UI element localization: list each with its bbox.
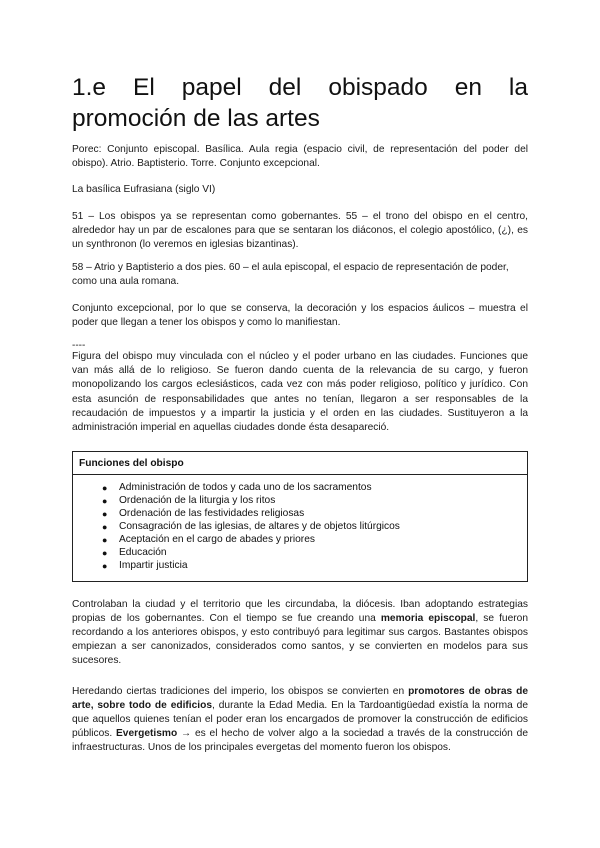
bullet-icon: ● <box>102 521 108 532</box>
bullet-icon: ● <box>102 534 108 545</box>
text-run: Heredando ciertas tradiciones del imperio, los obispos se convierten en <box>72 685 409 697</box>
functions-list <box>79 482 521 572</box>
bullet-icon: ● <box>102 560 108 571</box>
functions-box-body <box>73 475 527 580</box>
text-run: Controlaban la ciudad y el territorio que les circundaba, la diócesis. Iban adoptando estrategias propias de los gobernantes. Con el tiempo se fue creando una <box>72 598 528 624</box>
list-item-text: Ordenación de las festividades religiosas <box>119 508 305 520</box>
bullet-icon: ● <box>102 496 108 507</box>
bullet-icon: ● <box>102 509 108 520</box>
list-item-text: Aceptación en el cargo de abades y priores <box>119 533 315 545</box>
text-run: , se fueron recordando a los anteriores obispos, y esto contribuyó para legitimar sus cargos. Bastantes obispos empiezan a ser canonizados, considerados como santos, y se convierten en modelos para sus sucesores. <box>72 612 528 667</box>
list-item <box>102 495 521 508</box>
text-run: , durante la Edad Media. En la Tardoantigüedad existía la norma de que aquellos quienes tenían el poder eran los encargados de promover la construcción de edificios públicos. <box>72 699 528 740</box>
paragraph-basilica: La basílica Eufrasiana (siglo VI) <box>72 184 216 196</box>
bullet-icon: ● <box>102 483 108 494</box>
list-item <box>102 508 521 521</box>
list-item-text: Consagración de las iglesias, de altares y de objetos litúrgicos <box>119 520 400 532</box>
bold-term-evergetismo: Evergetismo <box>116 728 178 740</box>
bold-term-promotores: promotores de obras de arte, sobre todo de edificios <box>72 685 528 711</box>
list-item <box>102 559 521 573</box>
list-item <box>102 546 521 560</box>
paragraph-atrio: 58 – Atrio y Baptisterio a dos pies. 60 – el aula episcopal, el espacio de representación de poder, como una aula romana. <box>72 262 509 288</box>
title-line-1: 1.e El papel del obispado en la <box>72 74 528 101</box>
paragraph-porec: Porec: Conjunto episcopal. Basílica. Aula regia (espacio civil, de representación del poder del obispo). Atrio. Baptisterio. Torre. Conjunto excepcional. <box>72 144 528 170</box>
bullet-icon: ● <box>102 547 108 558</box>
separator: ---- <box>72 340 86 352</box>
title-line-2: promoción de las artes <box>72 105 320 132</box>
list-item <box>102 520 521 534</box>
list-item <box>102 482 521 495</box>
list-item-text: Educación <box>119 546 167 558</box>
text-run: → es el hecho de volver algo a la sociedad a través de la construcción de infraestructuras. Unos de los principales evergetas del momento fueron los obispos. <box>72 728 528 754</box>
functions-box <box>72 451 528 581</box>
paragraph-conjunto: Conjunto excepcional, por lo que se conserva, la decoración y los espacios áulicos – muestra el poder que llegan a tener los obispos y como lo manifiestan. <box>72 302 528 328</box>
page-title <box>72 72 528 134</box>
bold-term-memoria-episcopal: memoria episcopal <box>380 612 476 624</box>
list-item-text: Ordenación de la liturgia y los ritos <box>119 495 276 507</box>
paragraph-figura-obispo: Figura del obispo muy vinculada con el núcleo y el poder urbano en las ciudades. Funciones que van más allá de lo religioso. Se fueron dando cuenta de la relevancia de su cargo, y fueron monopolizando los cargos eclesiásticos, cada vez con más poder religioso, político y jurídico. Con esta asunción de responsabilidades que antes no tenían, llegaron a ser responsables de la recaudación de impuestos y a impartir la justicia y el orden en las ciudades. Sustituyeron a la administración imperial en aquellas ciudades donde ésta desapareció. <box>72 351 528 434</box>
paragraph-obispos-gobernantes: 51 – Los obispos ya se representan como gobernantes. 55 – el trono del obispo en el centro, alrededor hay un par de escalones para que se sentaran los diáconos, el colegio apostólico, (¿), es un synthronon (lo veremos en iglesias bizantinas). <box>72 210 528 251</box>
list-item-text: Administración de todos y cada uno de los sacramentos <box>119 482 372 494</box>
paragraph-promotores-arte <box>72 685 528 756</box>
list-item-text: Impartir justicia <box>119 559 188 571</box>
functions-box-heading: Funciones del obispo <box>73 452 527 475</box>
paragraph-control-ciudad <box>72 598 528 669</box>
list-item <box>102 533 521 547</box>
